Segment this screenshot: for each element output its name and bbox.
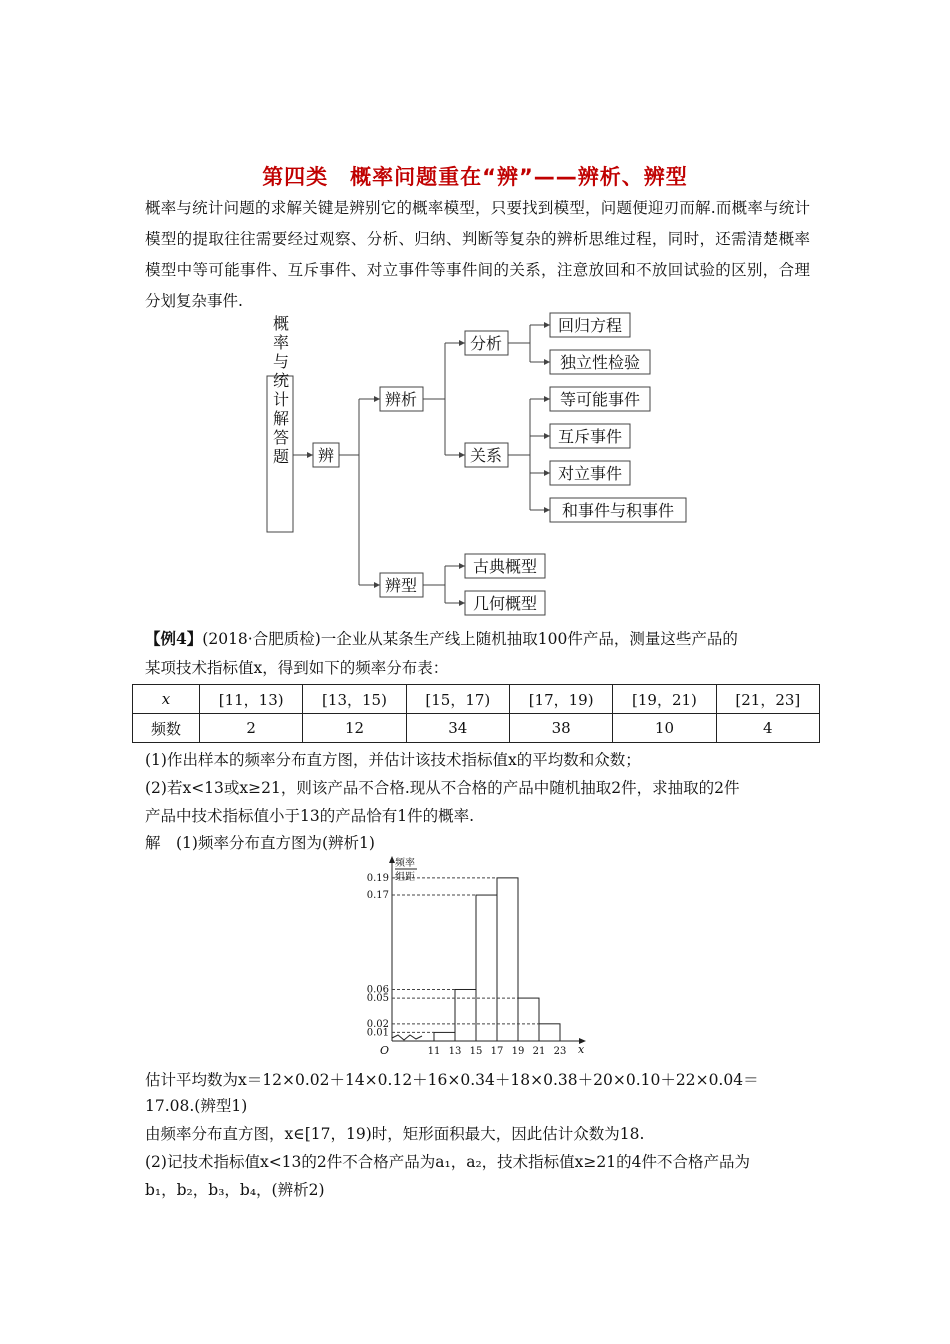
concept-tree [0, 0, 950, 620]
tree-hesj-label: 和事件与积事件 [561, 501, 675, 520]
example-tag: 【例4】 [145, 629, 203, 648]
tree-dengkeneng-label: 等可能事件 [559, 390, 641, 409]
table-cell: [15，17) [406, 685, 509, 714]
table-cell: [11，13) [200, 685, 303, 714]
histogram-bar [539, 1024, 560, 1041]
y-tick-label: 0.17 [366, 890, 389, 902]
table-cell: 38 [509, 714, 612, 743]
table-row [133, 714, 820, 743]
y-tick-label: 0.01 [366, 1027, 389, 1039]
intro-paragraph: 概率与统计问题的求解关键是辨别它的概率模型，只要找到模型，问题便迎刃而解.而概率与统计模型的提取往往需要经过观察、分析、归纳、判断等复杂的辨析思维过程，同时，还需清楚概率模型中等可能事件、互斥事件、对立事件等事件间的关系，注意放回和不放回试验的区别，合理分划复杂事件. [145, 199, 810, 310]
y-tick-label: 0.06 [366, 984, 389, 996]
tree-duili-label: 对立事件 [557, 464, 623, 483]
table-cell: [19，21) [613, 685, 716, 714]
example-line2: 某项技术指标值x，得到如下的频率分布表： [145, 659, 449, 677]
table-cell: [21，23] [716, 685, 819, 714]
table-cell: [13，15) [303, 685, 406, 714]
x-tick-label: 21 [532, 1046, 546, 1057]
question-2b: 产品中技术指标值小于13的产品恰有1件的概率. [145, 807, 475, 825]
table-row [133, 685, 820, 714]
frequency-table [132, 684, 820, 743]
table-cell: [17，19) [509, 685, 612, 714]
x-tick-label: 13 [448, 1046, 462, 1057]
x-axis-label: x [578, 1043, 585, 1056]
table-head-x: x [133, 685, 200, 714]
x-tick-label: 11 [427, 1046, 441, 1057]
y-tick-label: 0.05 [366, 993, 389, 1005]
tree-bianxing-label: 辨型 [384, 576, 418, 595]
table-cell: 12 [303, 714, 406, 743]
solution-1: 解 (1)频率分布直方图为(辨析1) [145, 834, 375, 852]
histogram-bar [476, 895, 497, 1041]
tree-bianxi-label: 辨析 [384, 390, 418, 409]
x-tick-label: 17 [490, 1046, 504, 1057]
origin-label: O [380, 1044, 390, 1057]
mode-line: 由频率分布直方图，x∈[17，19)时，矩形面积最大，因此估计众数为18. [145, 1125, 645, 1143]
tree-huigui-label: 回归方程 [557, 316, 623, 335]
x-tick-label: 15 [469, 1046, 483, 1057]
axis-break [392, 1035, 422, 1040]
x-tick-label: 23 [553, 1046, 567, 1057]
table-cell: 10 [613, 714, 716, 743]
part2-line1: (2)记技术指标值x<13的2件不合格产品为a₁，a₂，技术指标值x≥21的4件不合格产品为 [145, 1153, 750, 1171]
table-head-count: 频数 [133, 714, 200, 743]
histogram-bar [455, 989, 476, 1041]
mean-line2: 17.08.(辨型1) [145, 1097, 248, 1115]
histogram-bar [497, 878, 518, 1041]
tree-fenxi-label: 分析 [469, 334, 503, 353]
table-cell: 2 [200, 714, 303, 743]
histogram-bar [434, 1032, 455, 1041]
tree-duli-label: 独立性检验 [559, 353, 641, 372]
mean-line1: 估计平均数为x＝12×0.02＋14×0.12＋16×0.34＋18×0.38＋20×0.10＋22×0.04＝ [145, 1071, 759, 1089]
tree-bian-label: 辨 [317, 446, 335, 465]
tree-gudian-label: 古典概型 [472, 557, 538, 576]
part2-line2: b₁，b₂，b₃，b₄，(辨析2) [145, 1181, 325, 1199]
table-cell: 34 [406, 714, 509, 743]
histogram-chart [350, 855, 600, 1060]
page-title: 第四类 概率问题重在“辨”——辨析、辨型 [262, 165, 688, 189]
tree-jihe-label: 几何概型 [472, 594, 538, 613]
question-1: (1)作出样本的频率分布直方图，并估计该技术指标值x的平均数和众数； [145, 751, 641, 769]
question-2a: (2)若x<13或x≥21，则该产品不合格.现从不合格的产品中随机抽取2件，求抽取的2件 [145, 779, 740, 797]
example-text1: (2018·合肥质检)一企业从某条生产线上随机抽取100件产品，测量这些产品的 [202, 630, 738, 648]
y-tick-label: 0.02 [366, 1018, 389, 1030]
example-line1 [145, 627, 738, 649]
histogram-bar [518, 998, 539, 1041]
table-cell: 4 [716, 714, 819, 743]
tree-guanxi-label: 关系 [469, 446, 503, 465]
tree-root-label: 概率与统计解答题 [270, 315, 290, 467]
y-axis-label-top: 频率 [395, 858, 415, 869]
y-tick-label: 0.19 [366, 872, 389, 884]
tree-huchi-label: 互斥事件 [557, 427, 623, 446]
y-axis-label-bottom: 组距 [395, 872, 415, 883]
x-tick-label: 19 [511, 1046, 525, 1057]
